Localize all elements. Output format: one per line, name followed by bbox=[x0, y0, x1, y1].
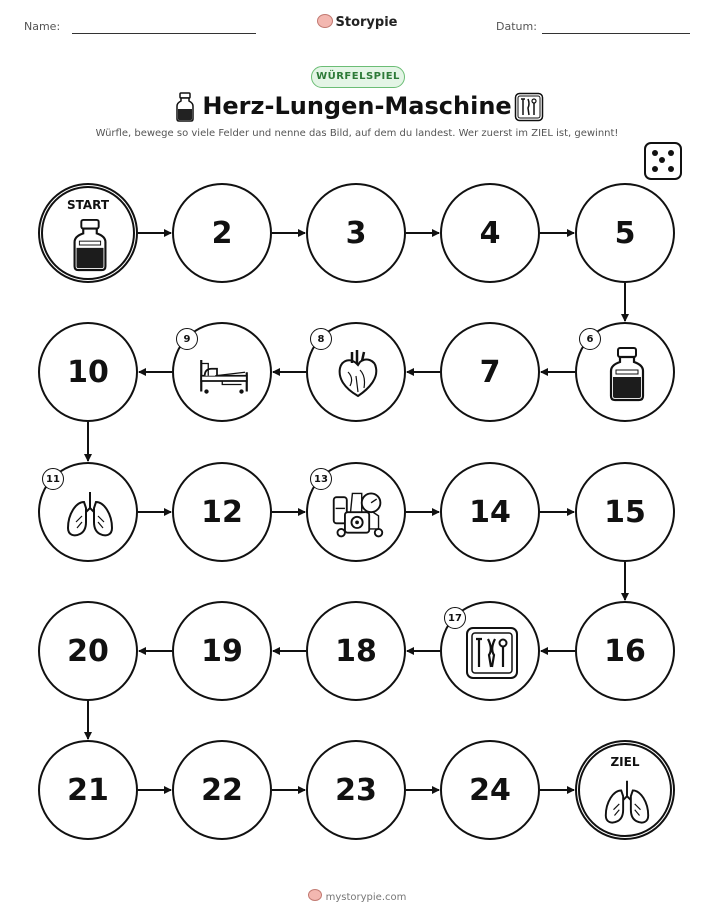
board-cell bbox=[306, 740, 406, 840]
cell-number-badge: 13 bbox=[310, 468, 332, 490]
cell-number: 20 bbox=[67, 633, 109, 669]
cell-number: 24 bbox=[469, 772, 511, 808]
hospital-bed-icon bbox=[196, 346, 252, 402]
cell-number: 19 bbox=[201, 633, 243, 669]
board-cell bbox=[306, 601, 406, 701]
board-cell bbox=[38, 462, 138, 562]
board-cell bbox=[172, 462, 272, 562]
board-cell bbox=[440, 462, 540, 562]
board-cell bbox=[440, 322, 540, 422]
cell-number-badge: 6 bbox=[579, 328, 601, 350]
board-cell bbox=[306, 322, 406, 422]
board-cell bbox=[172, 183, 272, 283]
heart-lung-machine-icon bbox=[330, 486, 386, 542]
board-cell bbox=[172, 601, 272, 701]
cell-number: 15 bbox=[604, 494, 646, 530]
board-cell bbox=[575, 183, 675, 283]
cell-number: 21 bbox=[67, 772, 109, 808]
cell-number: 18 bbox=[335, 633, 377, 669]
brand-name: Storypie bbox=[335, 15, 398, 30]
cell-number: 23 bbox=[335, 772, 377, 808]
cell-number-badge: 11 bbox=[42, 468, 64, 490]
board-cell bbox=[172, 740, 272, 840]
cell-number: 12 bbox=[201, 494, 243, 530]
board-cell bbox=[306, 183, 406, 283]
name-label: Name: bbox=[24, 20, 61, 33]
board-cell bbox=[38, 740, 138, 840]
cell-number: 7 bbox=[479, 354, 501, 390]
heart-icon bbox=[330, 346, 386, 402]
cell-number-badge: 8 bbox=[310, 328, 332, 350]
footer-url: mystorypie.com bbox=[325, 892, 407, 903]
board-cell bbox=[38, 322, 138, 422]
cell-number-badge: 17 bbox=[444, 607, 466, 629]
start-cell bbox=[38, 183, 138, 283]
cell-number: 3 bbox=[345, 215, 367, 251]
lungs-icon bbox=[600, 775, 654, 829]
game-type-badge: WÜRFELSPIEL bbox=[311, 66, 405, 88]
page-title: Herz-Lungen-Maschine bbox=[202, 92, 512, 120]
cell-number: 10 bbox=[67, 354, 109, 390]
cell-number: 22 bbox=[201, 772, 243, 808]
instructions: Würfle, bewege so viele Felder und nenne das Bild, auf dem du landest. Wer zuerst im ZIEL ist, gewinnt! bbox=[95, 128, 619, 139]
board-cell bbox=[440, 183, 540, 283]
cell-number: 14 bbox=[469, 494, 511, 530]
vial-icon bbox=[63, 218, 117, 272]
date-label: Datum: bbox=[496, 20, 537, 33]
board-cell bbox=[575, 462, 675, 562]
cell-label: START bbox=[66, 198, 110, 212]
vial-icon bbox=[599, 346, 655, 402]
board-cell bbox=[440, 601, 540, 701]
goal-cell bbox=[575, 740, 675, 840]
cell-number: 4 bbox=[479, 215, 501, 251]
cell-number: 16 bbox=[604, 633, 646, 669]
board-cell bbox=[306, 462, 406, 562]
footer bbox=[0, 889, 714, 903]
board-cell bbox=[172, 322, 272, 422]
board-cell bbox=[440, 740, 540, 840]
cell-number: 2 bbox=[211, 215, 233, 251]
lungs-icon bbox=[62, 486, 118, 542]
board-cell bbox=[38, 601, 138, 701]
cell-number-badge: 9 bbox=[176, 328, 198, 350]
board-cell bbox=[575, 601, 675, 701]
surgical-tools-icon bbox=[464, 625, 520, 681]
pig-icon bbox=[308, 889, 322, 901]
cell-label: ZIEL bbox=[610, 755, 640, 769]
board-cell bbox=[575, 322, 675, 422]
cell-number: 5 bbox=[614, 215, 636, 251]
